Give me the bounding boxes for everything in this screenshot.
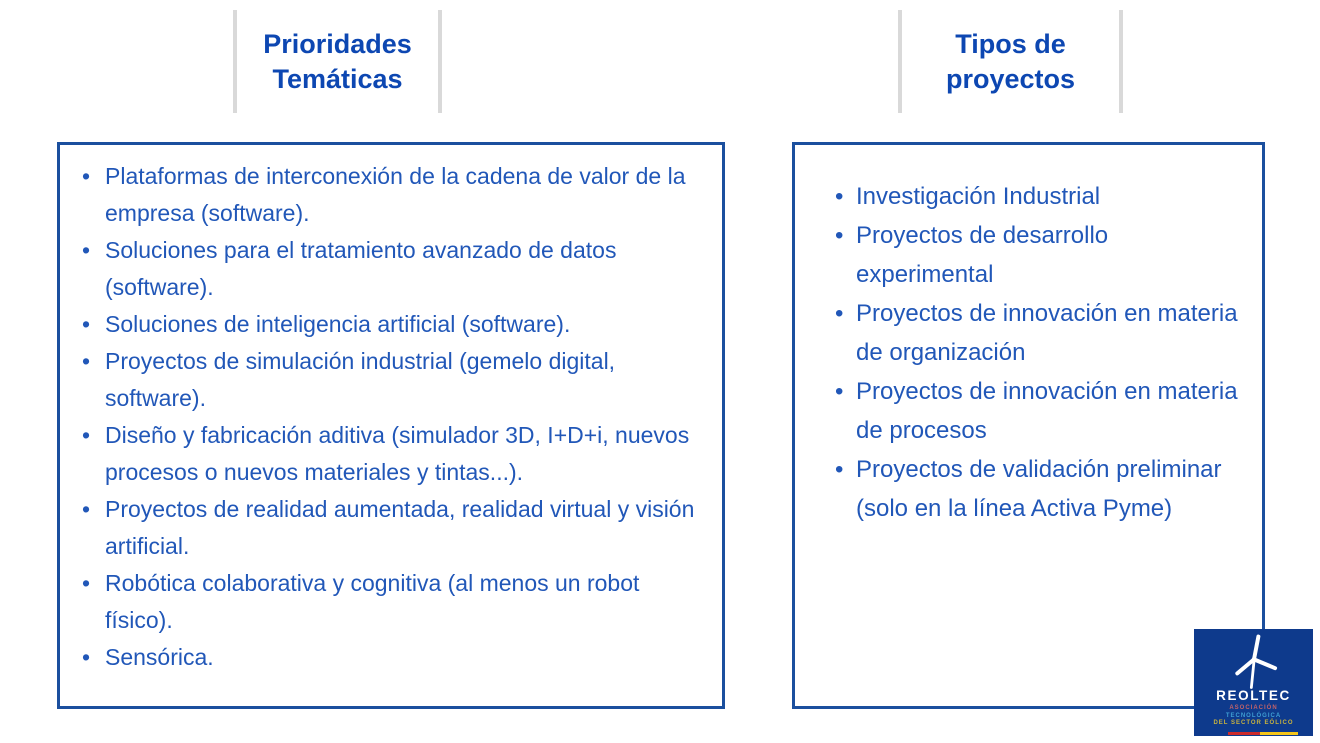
logo-title: REOLTEC	[1216, 688, 1291, 703]
right-header-line1: Tipos de	[955, 28, 1066, 59]
flag-red-segment	[1228, 732, 1260, 735]
list-item: • Proyectos de innovación en materia de procesos	[833, 372, 1238, 450]
project-types-list	[795, 145, 1262, 528]
reoltec-logo	[1194, 629, 1313, 736]
list-item: • Proyectos de validación preliminar (solo en la línea Activa Pyme)	[833, 450, 1238, 528]
list-item: • Diseño y fabricación aditiva (simulador 3D, I+D+i, nuevos procesos o nuevos materiales y tintas...).	[80, 417, 696, 491]
list-item: • Proyectos de innovación en materia de organización	[833, 294, 1238, 372]
list-item: • Plataformas de interconexión de la cadena de valor de la empresa (software).	[80, 158, 696, 232]
flag-color-strip	[1228, 732, 1298, 735]
list-item: • Sensórica.	[80, 639, 696, 676]
project-types-box	[792, 142, 1265, 709]
list-item: • Soluciones de inteligencia artificial (software).	[80, 306, 696, 343]
right-header-line2: proyectos	[945, 63, 1076, 94]
right-column-header	[898, 10, 1123, 113]
wind-turbine-icon	[1227, 633, 1281, 691]
list-item: • Proyectos de simulación industrial (gemelo digital, software).	[80, 343, 696, 417]
left-header-line2: Temáticas	[272, 63, 403, 94]
thematic-priorities-list	[60, 145, 722, 676]
thematic-priorities-box	[57, 142, 725, 709]
logo-subtitle-line3: DEL SECTOR EÓLICO	[1213, 720, 1294, 726]
list-item: • Soluciones para el tratamiento avanzado de datos (software).	[80, 232, 696, 306]
list-item: • Proyectos de desarrollo experimental	[833, 216, 1238, 294]
left-header-line1: Prioridades	[263, 28, 412, 59]
list-item: • Proyectos de realidad aumentada, realidad virtual y visión artificial.	[80, 491, 696, 565]
flag-yellow-segment	[1260, 732, 1298, 735]
left-column-header	[233, 10, 442, 113]
logo-subtitle-line1: ASOCIACIÓN	[1229, 705, 1278, 711]
logo-subtitle-line2: TECNOLÓGICA	[1225, 712, 1282, 719]
list-item: • Robótica colaborativa y cognitiva (al menos un robot físico).	[80, 565, 696, 639]
logo-subtitle	[1213, 705, 1293, 728]
list-item: • Investigación Industrial	[833, 177, 1238, 216]
